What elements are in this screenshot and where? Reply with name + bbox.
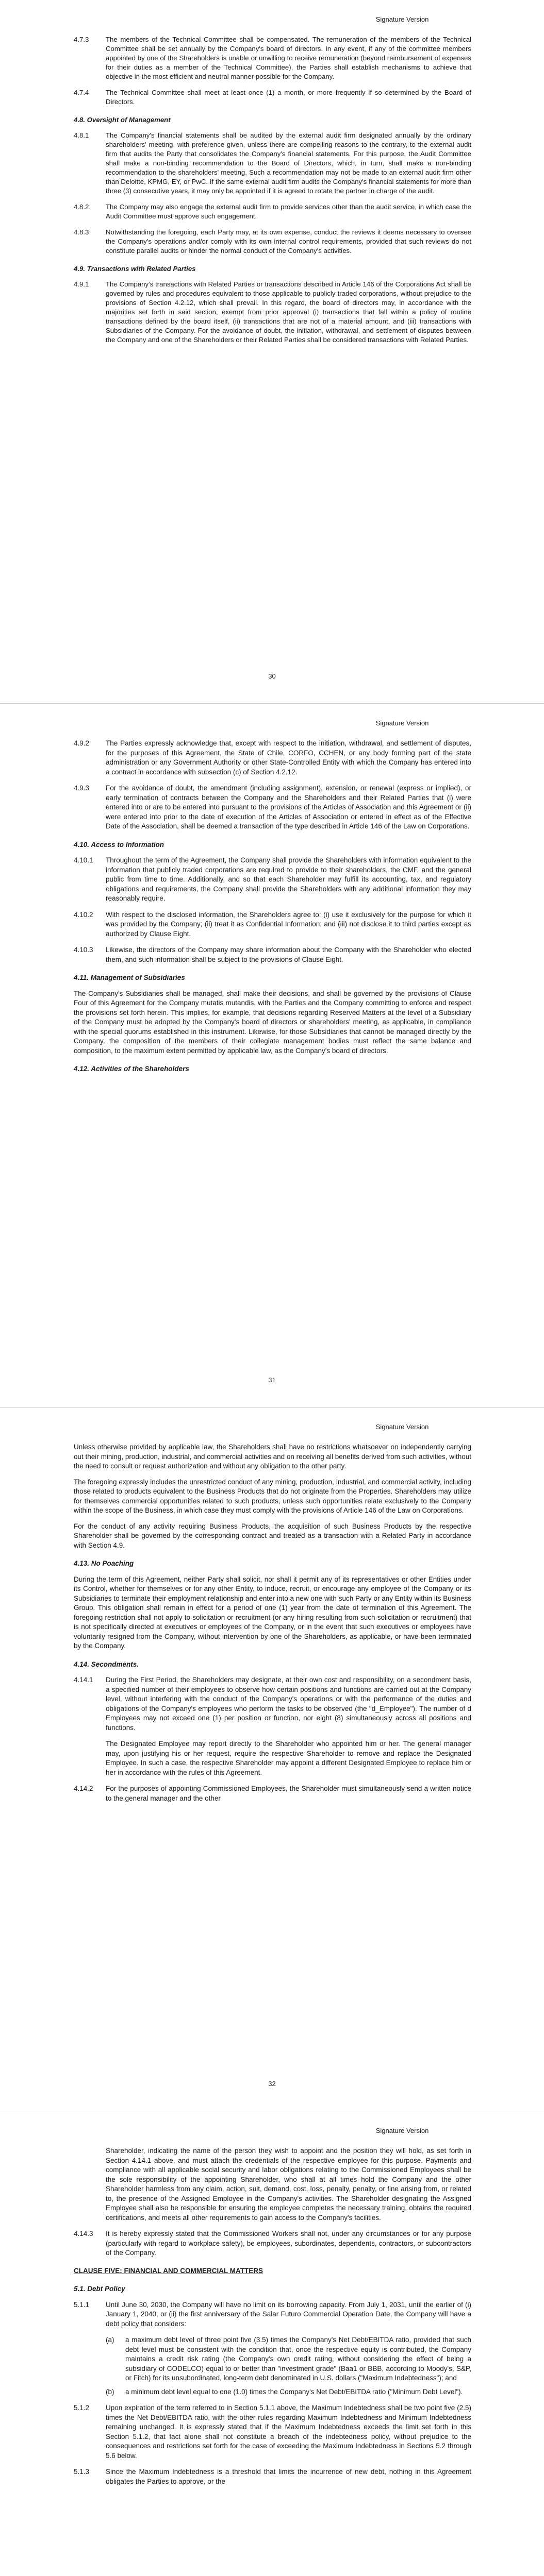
header-signature-version: Signature Version [375, 719, 429, 727]
clause-number: 4.14.2 [74, 1785, 93, 1792]
sub-item-label: (a) [106, 2336, 114, 2344]
clause-text: The Technical Committee shall meet at least once (1) a month, or more frequently if so determined by the Board of Directors. [106, 89, 471, 106]
clause-4-9-2 [74, 739, 471, 777]
clause-text: Since the Maximum Indebtedness is a threshold that limits the incurrence of new debt, nothing in this Agreement obligates the Parties to approve, or the [106, 2468, 471, 2485]
clause-text: The members of the Technical Committee shall be compensated. The remuneration of the members of the Technical Committee shall be set annually by the Company's board of directors. In any event, if any of the committee members appointed by one of the Shareholders is unable or unwilling to receive remuneration (beyond reimbursement of expenses for their duties as a member of the Technical Committee), the Parties shall establish mechanisms to achieve that objective in the most efficient and neutral manner possible for the Company. [106, 36, 471, 80]
clause-4-14-1 [74, 1675, 471, 1733]
clause-number: 5.1.2 [74, 2404, 90, 2412]
clause-number: 4.10.2 [74, 910, 93, 919]
clause-number: 4.9.1 [74, 280, 89, 288]
paragraph-4-13: During the term of this Agreement, neither Party shall solicit, nor shall it permit any of its representatives or other Entities under its Control, whether for themselves or for any other Entity, to induce, recruit, or encourage any employee of the Company or its Subsidiaries to terminate their employment relationship and enter into a new one with such Party or any Entity within its Business Group. This obligation shall remain in effect for a period of one (1) year from the date of termination of this Agreement. The foregoing restriction shall not apply to solicitation or recruitment (or any hiring resulting from such solicitation or recruitment) that is not specifically directed at executives or employees of the Company, or in the event that such executives or employees have voluntarily resigned from the Company, without intervention by one of the Shareholders, as applicable, or have been terminated by the Company. [74, 1575, 471, 1650]
clause-number: 4.10.1 [74, 856, 93, 864]
section-heading-4-10: 4.10. Access to Information [74, 840, 164, 849]
clause-5-1-2 [74, 2403, 471, 2461]
clause-4-8-2 [74, 202, 471, 221]
page-content [74, 1443, 471, 1810]
clause-4-10-3 [74, 945, 471, 964]
clause-number: 4.7.4 [74, 89, 89, 96]
clause-4-8-3 [74, 228, 471, 256]
section-heading-5-1: 5.1. Debt Policy [74, 2285, 125, 2293]
clause-4-7-4 [74, 88, 471, 107]
header-signature-version: Signature Version [375, 15, 429, 23]
clause-text: For the avoidance of doubt, the amendment (including assignment), extension, or renewal (express or implied), or early termination of contracts between the Company and the Shareholders and their Related Parties that (i) were entered into or are to be entered into pursuant to the provisions of the Articles of Association and this Agreement or (ii) were entered into prior to the date of execution of the Articles of Association or entered in effect as of the Effective Date of the Association, shall be deemed a transaction of the type described in Article 146 of the Law on Corporations. [106, 784, 471, 830]
sub-item-label: (b) [106, 2387, 114, 2396]
clause-number: 4.8.3 [74, 228, 89, 236]
sub-item-text: a maximum debt level of three point five (3.5) times the Company's Net Debt/EBITDA ratio, provided that such debt level must be consistent with the condition that, once the respective equity is contributed, the Company maintains a credit risk rating (the Company's own credit rating, without considering the effect of being a subsidiary of CODELCO) equal to or better than "investment grade" (Baa1 or BBB, according to Moody's, S&P, or Fitch) for its unsubordinated, long-term debt denominated in U.S. dollars ("Maximum Indebtedness"); and [125, 2336, 471, 2382]
paragraph: Unless otherwise provided by applicable law, the Shareholders shall have no restrictions whatsoever on independently carrying out their mining, production, industrial, and commercial activities and on receiving all benefits derived from such activities, without the need to consult or request authorization and without any obligation to the other party. [74, 1443, 471, 1470]
clause-text: The Designated Employee may report directly to the Shareholder who appointed him or her. The general manager may, upon justifying his or her request, require the respective Shareholder to remove and replace the Designated Employee. In such a case, the respective Shareholder may appoint a different Designated Employee to replace him or her in accordance with the rules of this Agreement. [106, 1740, 471, 1776]
clause-text: The Company's transactions with Related Parties or transactions described in Article 146 of the Corporations Act shall be governed by rules and procedures equivalent to those applicable to publicly traded corporations, without prejudice to the provisions of Section 4.2.12, which shall prevail. In this regard, the board of directors may, in accordance with the majorities set forth in said section, exempt from prior approval (i) transactions that fall within a policy of routine transactions defined by the board itself, (ii) transactions that are not of a material amount, and (iii) transactions with Subsidiaries of the Company. For the avoidance of doubt, the initiation, withdrawal, and settlement of disputes between the Company and one of the Shareholders or their Related Parties shall be considered transactions with Related Parties. [106, 280, 471, 344]
clause-number: 4.10.3 [74, 946, 93, 954]
sub-item-a [106, 2335, 471, 2383]
clause-number: 4.9.2 [74, 739, 90, 747]
clause-number: 5.1.3 [74, 2468, 90, 2476]
clause-number: 4.7.3 [74, 36, 89, 43]
sub-item-text: a minimum debt level equal to one (1.0) times the Company's Net Debt/EBITDA ratio ("Minimum Debt Level"). [125, 2387, 463, 2396]
section-heading-4-12: 4.12. Activities of the Shareholders [74, 1065, 189, 1073]
clause-text: Until June 30, 2030, the Company will have no limit on its borrowing capacity. From July 1, 2031, until the earlier of (i) January 1, 2040, or (ii) the first anniversary of the Salar Futuro Commercial Operation Date, the Company will have a debt policy that considers: [106, 2300, 471, 2328]
clause-number: 5.1.1 [74, 2300, 90, 2309]
clause-number: 4.14.1 [74, 1676, 93, 1684]
clause-5-1-3 [74, 2467, 471, 2486]
clause-4-14-2 [74, 1784, 471, 1803]
clause-text: Notwithstanding the foregoing, each Party may, at its own expense, conduct the reviews it deems necessary to oversee the Company's operations and/or comply with its own internal control requirements, provided that such reviews do not constitute parallel audits or hinder the normal conduct of the Company's activities. [106, 228, 471, 255]
clause-4-7-3 [74, 35, 471, 81]
page-content [74, 35, 471, 351]
document-page-30 [0, 0, 544, 703]
clause-number: 4.8.1 [74, 131, 89, 139]
clause-4-14-3 [74, 2229, 471, 2258]
paragraph: For the conduct of any activity requiring Business Products, the acquisition of such Business Products by the respective Shareholder shall be governed by the corresponding contract and treated as a transaction with a Related Party in accordance with Section 4.9. [74, 1522, 471, 1549]
clause-text: The Company may also engage the external audit firm to provide services other than the audit service, in which case the Audit Committee must approve such engagement. [106, 203, 471, 220]
chapter-heading-clause-five: CLAUSE FIVE: FINANCIAL AND COMMERCIAL MATTERS [74, 2266, 263, 2275]
clause-text: The Company's financial statements shall be audited by the external audit firm designated annually by the ordinary shareholders' meeting, with preference given, unless there are compelling reasons to the contrary, to the external audit firm that audits the Party that consolidates the Company's financial statements. For this purpose, the Audit Committee shall make a non-binding recommendation to the Board of Directors, which, in turn, shall make a non-binding recommendation to the shareholders' meeting. Such a recommendation may not be made to an external audit firm other than Deloitte, KPMG, EY, or PwC. If the same external audit firm audits the Company's financial statements for more than three (3) consecutive years, it may only be appointed if it is agreed to rotate the partner in charge of the audit. [106, 131, 471, 195]
document-page-33 [0, 2111, 544, 2576]
clause-4-9-1 [74, 280, 471, 345]
clause-number: 4.14.3 [74, 2230, 93, 2238]
clause-4-10-1 [74, 856, 471, 904]
header-signature-version: Signature Version [375, 2127, 429, 2134]
clause-text: Throughout the term of the Agreement, the Company shall provide the Shareholders with information equivalent to the information that publicly traded corporations are required to provide to their shareholders, the CMF, and the general public from time to time. Additionally, and so that each Shareholder may fulfill its accounting, tax, and regulatory obligations and requirements, the Company shall provide the Shareholders with any additional information they may reasonably require. [106, 856, 471, 902]
sub-item-b [106, 2387, 471, 2397]
clause-5-1-1 [74, 2300, 471, 2329]
clause-number: 4.8.2 [74, 203, 89, 211]
clause-text: For the purposes of appointing Commissioned Employees, the Shareholder must simultaneously send a written notice to the general manager and the other [106, 1785, 471, 1802]
clause-text: Shareholder, indicating the name of the person they wish to appoint and the position they will hold, as set forth in Section 4.14.1 above, and must attach the credentials of the respective employee for this purpose. Payments and compliance with all applicable social security and labor obligations relating to the Commissioned Employees shall be the sole responsibility of the appointing Shareholder, who shall at all times hold the Company and the other Shareholder harmless from any claim, action, suit, demand, cost, loss, penalty, penalty, or fine arising from, or related to, the presence of the Assigned Employee in the Company's activities. The Shareholder designating the Assigned Employee shall also be responsible for ensuring the employee completes the necessary training, obtains the required certifications, and meets all other requirements to gain access to the Company's facilities. [106, 2147, 471, 2222]
page-content [74, 2146, 471, 2493]
clause-number: 4.9.3 [74, 784, 90, 792]
section-heading-4-13: 4.13. No Poaching [74, 1560, 134, 1567]
section-heading-4-8: 4.8. Oversight of Management [74, 116, 171, 124]
section-heading-4-11: 4.11. Management of Subsidiaries [74, 974, 185, 981]
page-content [74, 739, 471, 1080]
header-signature-version: Signature Version [375, 1423, 429, 1431]
clause-text: During the First Period, the Shareholders may designate, at their own cost and responsibility, on a secondment basis, a specified number of their employees to observe how certain positions and functions are carried out at the Company level, without interfering with the conduct of the Company's operations or with the performance of the duties and obligations of the Company's employees who perform the tasks to be observed (the "d_Employee"). The number of d Employees may not exceed one (1) per position or function, nor eight (8) simultaneously across all positions and functions. [106, 1676, 471, 1732]
clause-text: With respect to the disclosed information, the Shareholders agree to: (i) use it exclusively for the purpose for which it was provided by the Company; (ii) treat it as Confidential Information; and (iii) not disclose it to third parties except as authorized by Clause Eight. [106, 910, 471, 938]
document-page-31 [0, 704, 544, 1407]
section-heading-4-9: 4.9. Transactions with Related Parties [74, 265, 196, 273]
paragraph-4-11: The Company's Subsidiaries shall be managed, shall make their decisions, and shall be governed by the provisions of Clause Four of this Agreement for the Company mutatis mutandis, with the Parties and the Company committing to enforce and respect the provisions set forth herein. This implies, for example, that decisions regarding Reserved Matters at the level of a Subsidiary of the Company must be adopted by the Company's board of directors or shareholders' meeting, as applicable, in compliance with the special quorums established in this instrument. Likewise, for those Subsidiaries that cannot be managed directly by the Company, the composition of the members of their collegiate management bodies must reflect the same balance and composition, to the maximum extent permitted by applicable law, as the Company's board of directors. [74, 989, 471, 1055]
clause-4-14-1-continued [74, 1739, 471, 1777]
clause-4-14-2-continued [74, 2146, 471, 2223]
clause-4-8-1 [74, 131, 471, 196]
section-heading-4-14: 4.14. Secondments. [74, 1660, 139, 1668]
page-number: 30 [268, 672, 276, 680]
clause-text: Likewise, the directors of the Company may share information about the Company with the Shareholder who elected them, and such information shall be subject to the provisions of Clause Eight. [106, 946, 471, 963]
clause-text: Upon expiration of the term referred to in Section 5.1.1 above, the Maximum Indebtedness shall be two point five (2.5) times the Net Debt/EBITDA ratio, with the other rules regarding Maximum Indebtedness and Minimum Indebtedness remaining unchanged. It is expressly stated that if the Maximum Indebtedness exceeds the limit set forth in this Section 5.1.2, that fact alone shall not constitute a breach of the indebtedness policy, without prejudice to the consequences and restrictions set forth for the case of exceeding the Maximum Indebtedness in Sections 5.2 through 5.6 below. [106, 2404, 471, 2460]
page-number: 31 [268, 1376, 276, 1384]
clause-4-10-2 [74, 910, 471, 939]
page-number: 32 [268, 2080, 276, 2088]
clause-text: It is hereby expressly stated that the Commissioned Workers shall not, under any circumstances or for any purpose (particularly with regard to workplace safety), be employees, subordinates, dependents, contractors, or subcontractors of the Company. [106, 2230, 471, 2257]
paragraph: The foregoing expressly includes the unrestricted conduct of any mining, production, industrial, and commercial activity, including those related to products equivalent to the Business Products that do not originate from the Properties. Shareholders may utilize for themselves commercial opportunities related to such products, unless such opportunities relate exclusively to the Company within the scope of the Business, in which case they must comply with the provisions of Article 146 of the Law on Corporations. [74, 1478, 471, 1514]
clause-4-9-3 [74, 784, 471, 832]
clause-text: The Parties expressly acknowledge that, except with respect to the initiation, withdrawal, and settlement of disputes, for the purposes of this Agreement, the State of Chile, CORFO, CCHEN, or any body forming part of the state administration or any Government Authority or other State-Controlled Entity with which the Company has entered into a contract in accordance with subsection (c) of Section 4.2.12. [106, 739, 471, 776]
document-page-32 [0, 1408, 544, 2111]
